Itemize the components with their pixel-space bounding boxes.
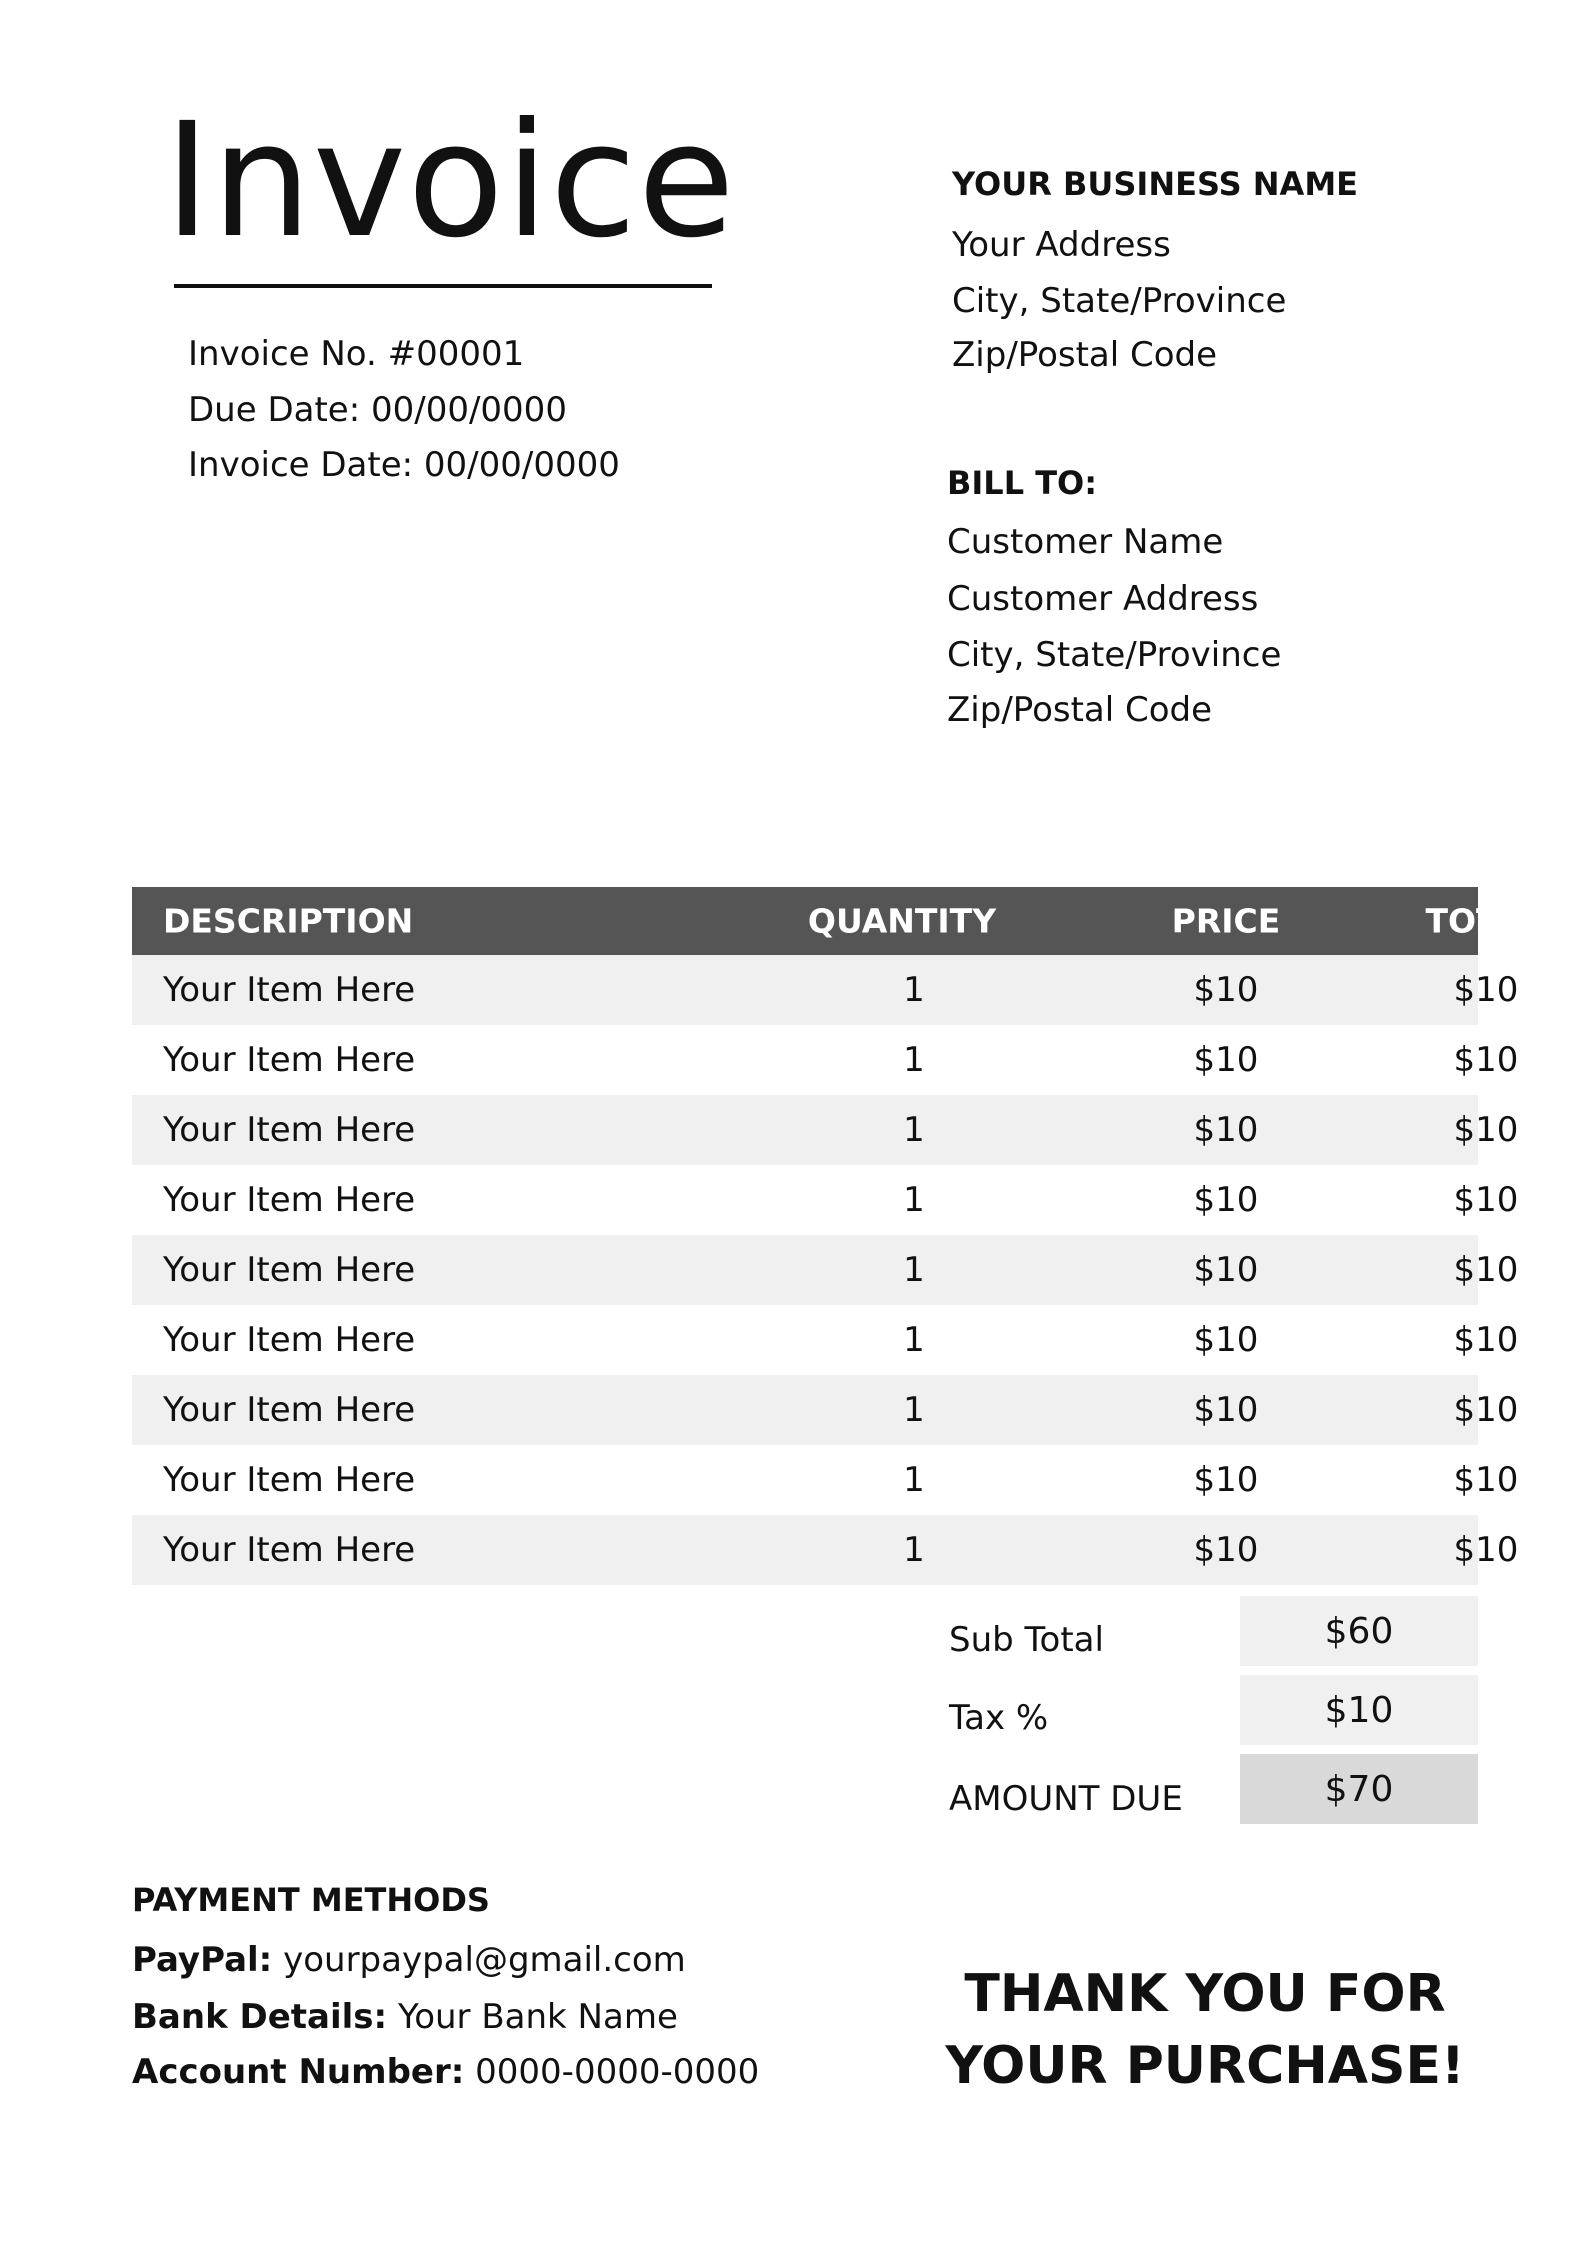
row-description: Your Item Here bbox=[163, 1530, 416, 1570]
row-price: $10 bbox=[1193, 1110, 1259, 1150]
row-description: Your Item Here bbox=[163, 1390, 416, 1430]
row-description: Your Item Here bbox=[163, 1040, 416, 1080]
row-description: Your Item Here bbox=[163, 1320, 416, 1360]
paypal-label: PayPal: bbox=[132, 1940, 273, 1980]
table-header bbox=[132, 887, 1543, 955]
invoice-number: Invoice No. #00001 bbox=[188, 334, 525, 374]
thank-you-message bbox=[940, 1958, 1470, 2102]
customer-city: City, State/Province bbox=[947, 635, 1282, 675]
row-price: $10 bbox=[1193, 1180, 1259, 1220]
row-price: $10 bbox=[1193, 1390, 1259, 1430]
table-row bbox=[132, 1445, 1519, 1515]
title-underline bbox=[174, 284, 712, 288]
row-price: $10 bbox=[1193, 1460, 1259, 1500]
thank-you-line-1: THANK YOU FOR bbox=[964, 1964, 1446, 2024]
bank-label: Bank Details: bbox=[132, 1997, 388, 2037]
account-number-line bbox=[132, 2052, 760, 2092]
payment-methods-heading: PAYMENT METHODS bbox=[132, 1881, 490, 1919]
row-total: $10 bbox=[1453, 1110, 1519, 1150]
customer-address: Customer Address bbox=[947, 579, 1259, 619]
row-price: $10 bbox=[1193, 1530, 1259, 1570]
row-price: $10 bbox=[1193, 1320, 1259, 1360]
bill-to-heading: BILL TO: bbox=[947, 464, 1098, 502]
customer-name: Customer Name bbox=[947, 522, 1224, 562]
thank-you-line-2: YOUR PURCHASE! bbox=[945, 2036, 1465, 2096]
items-table bbox=[132, 887, 1543, 1585]
invoice-date: Invoice Date: 00/00/0000 bbox=[188, 445, 620, 485]
table-row bbox=[132, 1095, 1519, 1165]
paypal-value: yourpaypal@gmail.com bbox=[283, 1940, 686, 1980]
table-row bbox=[132, 1305, 1519, 1375]
paypal-line bbox=[132, 1940, 686, 1980]
amount-due-label: AMOUNT DUE bbox=[949, 1779, 1183, 1819]
row-quantity: 1 bbox=[903, 1390, 925, 1430]
amount-due-value: $70 bbox=[1240, 1754, 1478, 1824]
row-total: $10 bbox=[1453, 1530, 1519, 1570]
row-quantity: 1 bbox=[903, 1320, 925, 1360]
row-total: $10 bbox=[1453, 1460, 1519, 1500]
row-quantity: 1 bbox=[903, 1040, 925, 1080]
account-value: 0000-0000-0000 bbox=[475, 2052, 760, 2092]
row-quantity: 1 bbox=[903, 970, 925, 1010]
business-city: City, State/Province bbox=[952, 281, 1287, 321]
row-description: Your Item Here bbox=[163, 1250, 416, 1290]
customer-zip: Zip/Postal Code bbox=[947, 690, 1213, 730]
row-description: Your Item Here bbox=[163, 1110, 416, 1150]
row-quantity: 1 bbox=[903, 1530, 925, 1570]
header-description: DESCRIPTION bbox=[163, 901, 414, 941]
table-row bbox=[132, 1025, 1519, 1095]
business-name: YOUR BUSINESS NAME bbox=[952, 165, 1359, 203]
row-description: Your Item Here bbox=[163, 970, 416, 1010]
row-price: $10 bbox=[1193, 970, 1259, 1010]
due-date: Due Date: 00/00/0000 bbox=[188, 390, 567, 430]
row-description: Your Item Here bbox=[163, 1180, 416, 1220]
header-total: TOTAL bbox=[1425, 901, 1543, 941]
row-total: $10 bbox=[1453, 1040, 1519, 1080]
row-total: $10 bbox=[1453, 970, 1519, 1010]
bank-value: Your Bank Name bbox=[397, 1997, 678, 2037]
table-row bbox=[132, 1515, 1519, 1585]
row-quantity: 1 bbox=[903, 1250, 925, 1290]
account-label: Account Number: bbox=[132, 2052, 465, 2092]
table-body bbox=[132, 955, 1519, 1585]
subtotal-label: Sub Total bbox=[949, 1620, 1104, 1660]
table-row bbox=[132, 1235, 1519, 1305]
bank-details-line bbox=[132, 1997, 678, 2037]
subtotal-value: $60 bbox=[1240, 1596, 1478, 1666]
business-address: Your Address bbox=[952, 225, 1171, 265]
row-price: $10 bbox=[1193, 1040, 1259, 1080]
table-row bbox=[132, 955, 1519, 1025]
row-quantity: 1 bbox=[903, 1110, 925, 1150]
table-row bbox=[132, 1375, 1519, 1445]
tax-value: $10 bbox=[1240, 1675, 1478, 1745]
business-zip: Zip/Postal Code bbox=[952, 335, 1218, 375]
row-total: $10 bbox=[1453, 1390, 1519, 1430]
header-quantity: QUANTITY bbox=[807, 901, 997, 941]
row-price: $10 bbox=[1193, 1250, 1259, 1290]
tax-label: Tax % bbox=[949, 1698, 1049, 1738]
table-row bbox=[132, 1165, 1519, 1235]
row-description: Your Item Here bbox=[163, 1460, 416, 1500]
row-quantity: 1 bbox=[903, 1180, 925, 1220]
row-total: $10 bbox=[1453, 1250, 1519, 1290]
row-quantity: 1 bbox=[903, 1460, 925, 1500]
invoice-title: Invoice bbox=[164, 89, 736, 273]
row-total: $10 bbox=[1453, 1320, 1519, 1360]
row-total: $10 bbox=[1453, 1180, 1519, 1220]
header-price: PRICE bbox=[1171, 901, 1281, 941]
